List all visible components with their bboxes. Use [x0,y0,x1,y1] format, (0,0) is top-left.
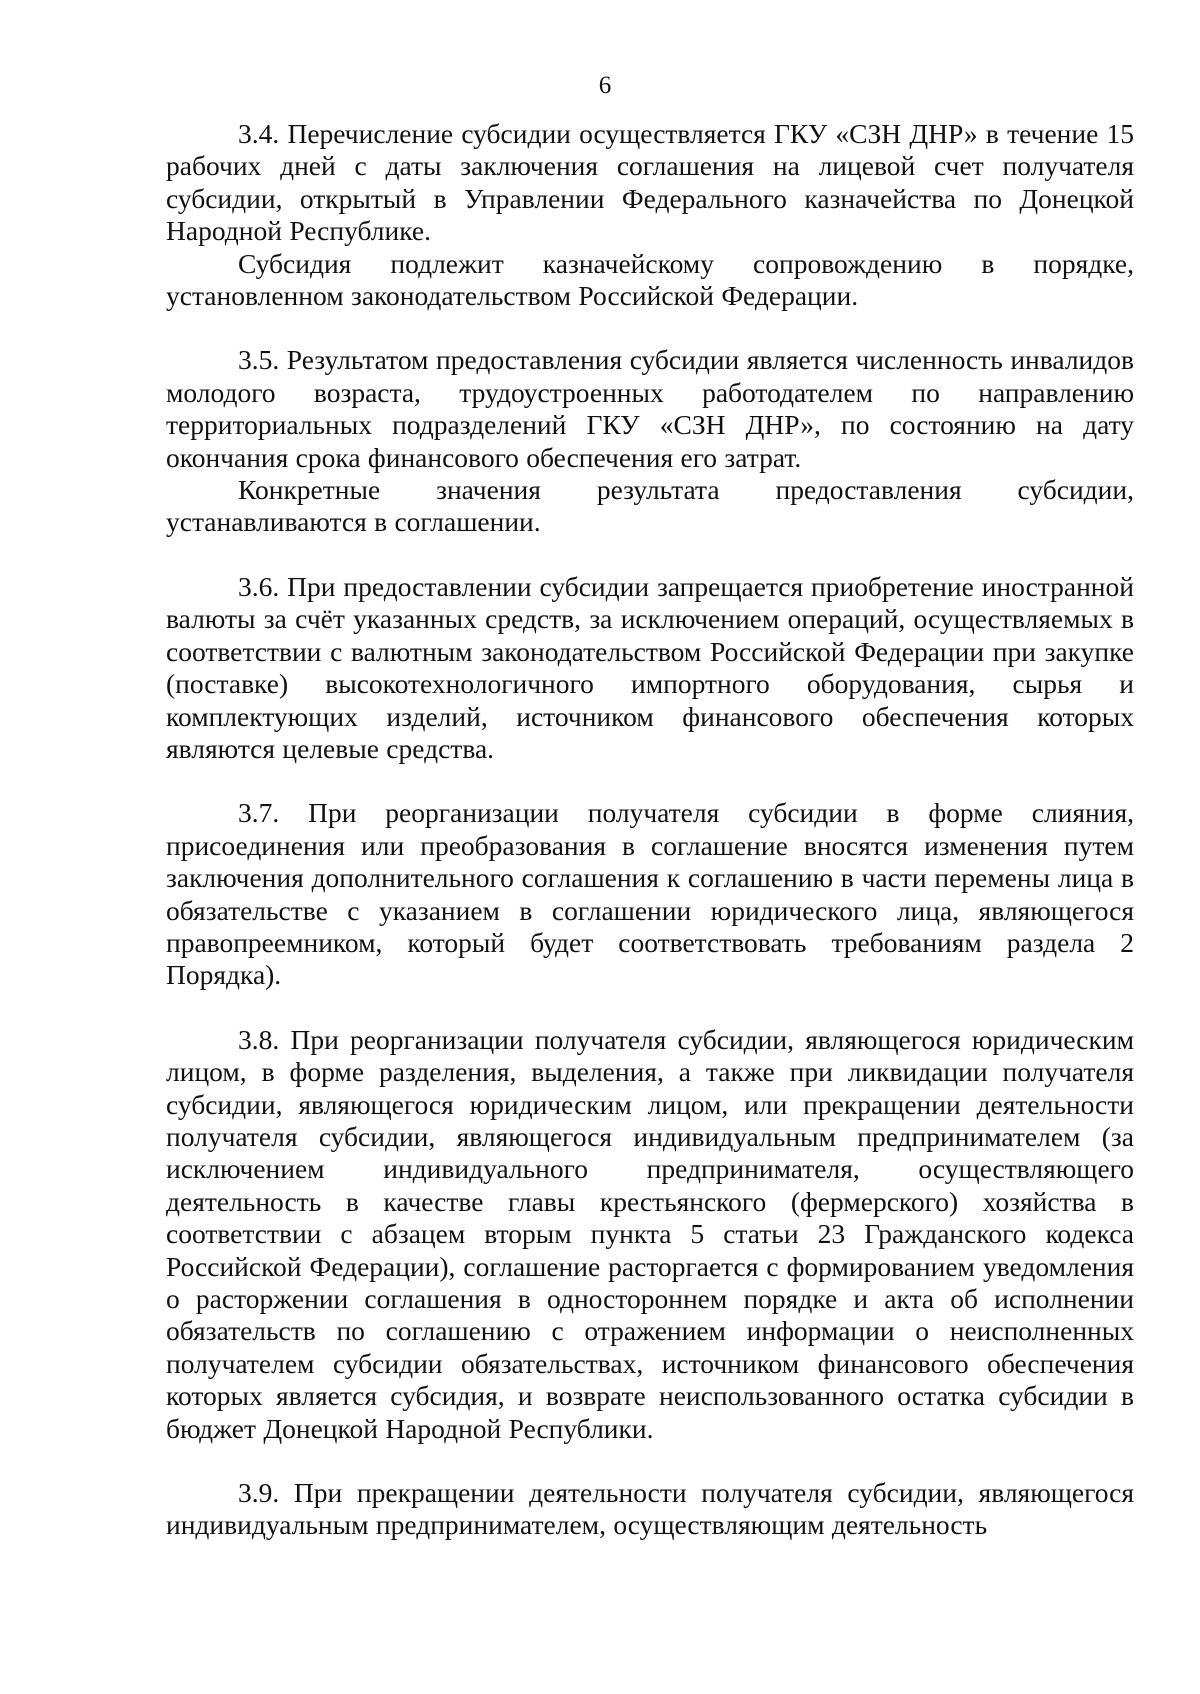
paragraph-3-5-values: Конкретные значения результата предоставления субсидии, устанавливаются в соглашении. [166,474,1134,538]
paragraph-3-5: 3.5. Результатом предоставления субсидии является численность инвалидов молодого возраста, трудоустроенных работодателем по направлению территориальных подразделений ГКУ «СЗН ДНР», по состоянию на дату окончания срока финансового обеспечения его затрат. [166,344,1134,473]
page-number: 6 [598,72,612,99]
paragraph-3-9: 3.9. При прекращении деятельности получателя субсидии, являющегося индивидуальным предпринимателем, осуществляющим деятельность [166,1477,1134,1541]
paragraph-3-4-subsidy-support: Субсидия подлежит казначейскому сопровождению в порядке, установленном законодательством Российской Федерации. [166,247,1134,312]
paragraph-3-6: 3.6. При предоставлении субсидии запрещается приобретение иностранной валюты за счёт указанных средств, за исключением операций, осуществляемых в соответствии с валютным законодательством Российской Федерации при закупке (поставке) высокотехнологичного импортного оборудования, сырья и комплектующих изделий, источником финансового обеспечения которых являются целевые средства. [166,570,1134,764]
paragraph-3-8: 3.8. При реорганизации получателя субсидии, являющегося юридическим лицом, в форме разделения, выделения, а также при ликвидации получателя субсидии, являющегося юридическим лицом, или прекращении деятельности получателя субсидии, являющегося индивидуальным предпринимателем (за исключением индивидуального предпринимателя, осуществляющего деятельность в качестве главы крестьянского (фермерского) хозяйства в соответствии с абзацем вторым пункта 5 статьи 23 Гражданского кодекса Российской Федерации), соглашение расторгается с формированием уведомления о расторжении соглашения в одностороннем порядке и акта об исполнении обязательств по соглашению с отражением информации о неисполненных получателем субсидии обязательствах, источником финансового обеспечения которых является субсидия, и возврате неиспользованного остатка субсидии в бюджет Донецкой Народной Республики. [166,1023,1134,1444]
document-body [166,118,1134,1542]
paragraph-3-7: 3.7. При реорганизации получателя субсидии в форме слияния, присоединения или преобразования в соглашение вносятся изменения путем заключения дополнительного соглашения к соглашению в части перемены лица в обязательстве с указанием в соглашении юридического лица, являющегося правопреемником, который будет соответствовать требованиям раздела 2 Порядка). [166,797,1134,991]
paragraph-3-4: 3.4. Перечисление субсидии осуществляется ГКУ «СЗН ДНР» в течение 15 рабочих дней с даты заключения соглашения на лицевой счет получателя субсидии, открытый в Управлении Федерального казначейства по Донецкой Народной Республике. [166,118,1134,247]
